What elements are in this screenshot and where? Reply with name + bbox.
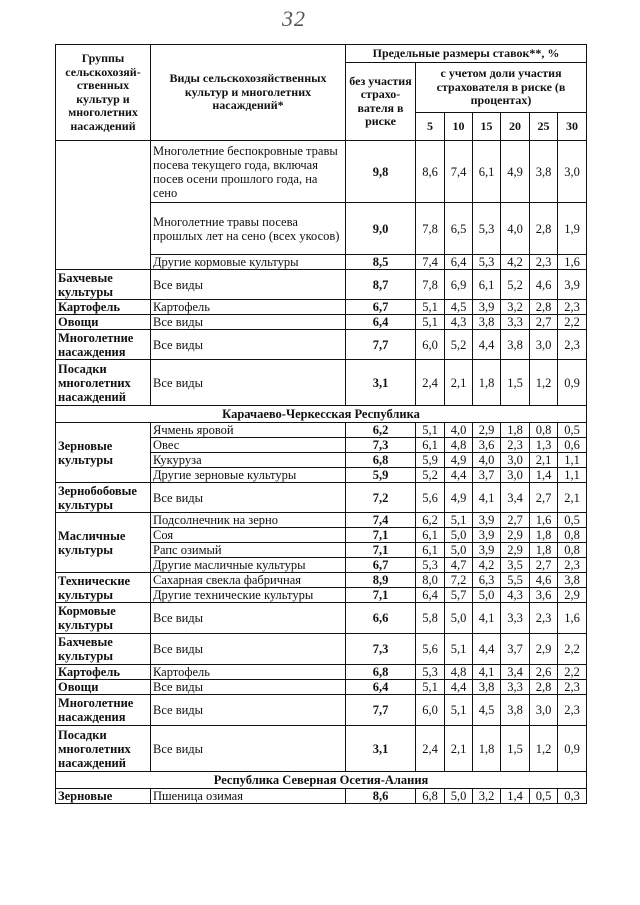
rate-value: 4,4 [473,330,501,360]
crop-cell: Сахарная свекла фабричная [151,573,346,588]
group-cell: Многолетние насаждения [56,330,151,360]
rate-value: 3,9 [473,528,501,543]
rate-value: 5,2 [416,468,445,483]
group-cell: Технические культуры [56,573,151,603]
group-cell: Овощи [56,315,151,330]
rate-value: 2,7 [501,513,530,528]
group-cell: Посадки многолетних насаждений [56,726,151,772]
base-rate: 9,0 [346,203,416,255]
group-cell: Многолетние насаждения [56,695,151,726]
rate-value: 2,6 [530,665,558,680]
crop-cell: Овес [151,438,346,453]
rate-value: 2,3 [558,330,587,360]
rate-value: 5,1 [416,423,445,438]
rate-value: 5,1 [416,300,445,315]
base-rate: 9,8 [346,141,416,203]
table-row [56,695,587,726]
rate-value: 7,4 [445,141,473,203]
rate-value: 1,6 [530,513,558,528]
table-row [56,634,587,665]
crop-cell: Все виды [151,360,346,406]
rate-value: 3,0 [530,695,558,726]
rate-value: 5,7 [445,588,473,603]
rate-value: 6,4 [445,255,473,270]
header-share-20: 20 [501,113,530,141]
table-row [56,483,587,513]
table-row [56,330,587,360]
rate-value: 1,2 [530,360,558,406]
rate-value: 0,5 [558,423,587,438]
crop-cell: Пшеница озимая [151,789,346,804]
rate-value: 4,3 [445,315,473,330]
rate-value: 1,9 [558,203,587,255]
rate-value: 2,1 [558,483,587,513]
base-rate: 6,8 [346,665,416,680]
rate-value: 4,1 [473,665,501,680]
rate-value: 2,9 [501,528,530,543]
rate-value: 7,8 [416,203,445,255]
rate-value: 3,2 [501,300,530,315]
rate-value: 5,0 [473,588,501,603]
rate-value: 4,4 [445,468,473,483]
table-row [56,360,587,406]
group-cell: Масличные культуры [56,513,151,573]
base-rate: 7,1 [346,588,416,603]
header-share-10: 10 [445,113,473,141]
rate-value: 2,7 [530,558,558,573]
table-row [56,315,587,330]
rate-value: 5,1 [445,695,473,726]
rate-value: 3,8 [501,330,530,360]
crop-cell: Многолетние беспокровные травы посева текущего года, включая посев осени прошлого года, на сено [151,141,346,203]
rate-value: 2,4 [416,726,445,772]
rate-value: 4,8 [445,438,473,453]
rate-value: 5,6 [416,634,445,665]
header-share-5: 5 [416,113,445,141]
rate-value: 3,9 [558,270,587,300]
group-cell: Бахчевые культуры [56,270,151,300]
rate-value: 2,9 [558,588,587,603]
rate-value: 1,8 [473,360,501,406]
rate-value: 2,7 [530,315,558,330]
page-number: 32 [282,6,306,31]
base-rate: 8,6 [346,789,416,804]
rate-value: 6,1 [416,543,445,558]
region-title-karachay-cherkessia: Карачаево-Черкесская Республика [56,406,587,423]
crop-cell: Другие кормовые культуры [151,255,346,270]
rate-value: 6,1 [473,141,501,203]
rate-value: 5,0 [445,603,473,634]
rate-value: 3,9 [473,543,501,558]
table-row [56,141,587,203]
crop-cell: Все виды [151,634,346,665]
rate-value: 2,9 [530,634,558,665]
rate-value: 1,6 [558,603,587,634]
rate-value: 3,8 [530,141,558,203]
table-row [56,603,587,634]
group-cell: Зернобобовые культуры [56,483,151,513]
rate-value: 1,2 [530,726,558,772]
rate-value: 3,8 [473,315,501,330]
rate-value: 3,0 [501,453,530,468]
rate-value: 4,4 [473,634,501,665]
base-rate: 7,3 [346,438,416,453]
rate-value: 6,8 [416,789,445,804]
rate-value: 4,9 [445,483,473,513]
crop-cell: Все виды [151,726,346,772]
rate-value: 1,1 [558,468,587,483]
group-cell: Картофель [56,665,151,680]
base-rate: 8,5 [346,255,416,270]
group-cell: Бахчевые культуры [56,634,151,665]
rate-value: 1,8 [530,528,558,543]
base-rate: 6,4 [346,315,416,330]
rate-value: 2,2 [558,665,587,680]
base-rate: 7,7 [346,695,416,726]
base-rate: 6,7 [346,300,416,315]
base-rate: 7,1 [346,528,416,543]
crop-cell: Все виды [151,315,346,330]
rate-value: 5,8 [416,603,445,634]
rate-value: 2,3 [530,255,558,270]
group-cell: Картофель [56,300,151,315]
rate-value: 6,1 [416,528,445,543]
table-row [56,573,587,588]
crop-cell: Все виды [151,680,346,695]
rate-value: 4,9 [445,453,473,468]
group-cell: Овощи [56,680,151,695]
base-rate: 7,2 [346,483,416,513]
crop-cell: Все виды [151,695,346,726]
rate-value: 1,5 [501,726,530,772]
rate-value: 1,6 [558,255,587,270]
rate-value: 3,4 [501,665,530,680]
rate-value: 2,2 [558,315,587,330]
rate-value: 0,8 [558,543,587,558]
rate-value: 0,8 [558,528,587,543]
group-cell-empty [56,141,151,270]
rate-value: 0,9 [558,726,587,772]
rate-value: 6,0 [416,695,445,726]
rate-value: 4,9 [501,141,530,203]
rate-value: 3,3 [501,315,530,330]
rate-value: 3,3 [501,603,530,634]
rate-value: 5,0 [445,543,473,558]
crop-cell: Другие масличные культуры [151,558,346,573]
base-rate: 7,3 [346,634,416,665]
base-rate: 3,1 [346,360,416,406]
crop-cell: Кукуруза [151,453,346,468]
rate-value: 2,7 [530,483,558,513]
rate-value: 3,0 [558,141,587,203]
base-rate: 8,9 [346,573,416,588]
base-rate: 8,7 [346,270,416,300]
rate-value: 2,4 [416,360,445,406]
rate-value: 6,1 [416,438,445,453]
crop-cell: Подсолнечник на зерно [151,513,346,528]
rate-value: 4,3 [501,588,530,603]
table-row [56,680,587,695]
base-rate: 3,1 [346,726,416,772]
rate-value: 2,1 [445,360,473,406]
group-cell: Зерновые [56,789,151,804]
header-crop: Виды сельскохозяйственных культур и многолетних насаждений* [151,45,346,141]
rate-value: 2,3 [558,300,587,315]
rate-value: 5,9 [416,453,445,468]
rate-value: 4,0 [445,423,473,438]
crop-cell: Все виды [151,330,346,360]
rate-value: 5,2 [445,330,473,360]
region-title-north-ossetia: Республика Северная Осетия-Алания [56,772,587,789]
rate-value: 5,1 [445,634,473,665]
rate-value: 4,6 [530,573,558,588]
header-share-30: 30 [558,113,587,141]
rate-value: 4,6 [530,270,558,300]
crop-cell: Многолетние травы посева прошлых лет на сено (всех укосов) [151,203,346,255]
table-row [56,789,587,804]
rate-value: 6,0 [416,330,445,360]
header-limits: Предельные размеры ставок**, % [346,45,587,63]
rate-value: 6,5 [445,203,473,255]
rate-value: 5,1 [416,680,445,695]
rate-value: 4,1 [473,483,501,513]
rate-value: 2,1 [530,453,558,468]
rate-value: 3,6 [473,438,501,453]
crop-cell: Рапс озимый [151,543,346,558]
rate-value: 7,2 [445,573,473,588]
rate-value: 5,3 [473,203,501,255]
crop-cell: Все виды [151,603,346,634]
rate-value: 7,8 [416,270,445,300]
rate-value: 3,7 [473,468,501,483]
rate-value: 1,3 [530,438,558,453]
crop-cell: Все виды [151,483,346,513]
header-with-participation: с учетом доли участия страхователя в риске (в процентах) [416,63,587,113]
rate-value: 2,1 [445,726,473,772]
rate-value: 5,0 [445,789,473,804]
rate-value: 4,0 [473,453,501,468]
rate-value: 3,8 [501,695,530,726]
rate-value: 6,1 [473,270,501,300]
rate-value: 4,0 [501,203,530,255]
rate-value: 3,3 [501,680,530,695]
rate-value: 3,0 [530,330,558,360]
header-group: Группы сельскохозяй-ственных культур и многолетних насаждений [56,45,151,141]
crop-cell: Другие технические культуры [151,588,346,603]
base-rate: 5,9 [346,468,416,483]
rate-value: 5,1 [416,315,445,330]
rate-value: 5,6 [416,483,445,513]
base-rate: 7,7 [346,330,416,360]
rate-value: 5,3 [416,558,445,573]
crop-cell: Соя [151,528,346,543]
rate-value: 8,0 [416,573,445,588]
crop-cell: Картофель [151,300,346,315]
header-share-15: 15 [473,113,501,141]
table-row [56,513,587,528]
rate-value: 5,5 [501,573,530,588]
rate-value: 2,8 [530,300,558,315]
rate-value: 2,3 [530,603,558,634]
rate-value: 4,8 [445,665,473,680]
rate-value: 4,5 [445,300,473,315]
group-cell: Зерновые культуры [56,423,151,483]
rate-value: 2,3 [558,680,587,695]
rate-value: 2,3 [501,438,530,453]
base-rate: 6,6 [346,603,416,634]
rate-value: 0,9 [558,360,587,406]
rate-value: 3,2 [473,789,501,804]
table-body [56,141,587,804]
base-rate: 7,1 [346,543,416,558]
insurance-rates-table [55,44,587,804]
rate-value: 4,7 [445,558,473,573]
rate-value: 1,4 [530,468,558,483]
rate-value: 3,7 [501,634,530,665]
group-cell: Кормовые культуры [56,603,151,634]
rate-value: 2,3 [558,558,587,573]
rate-value: 8,6 [416,141,445,203]
table-row [56,726,587,772]
rate-value: 0,5 [558,513,587,528]
rate-value: 2,8 [530,680,558,695]
rate-value: 6,3 [473,573,501,588]
rate-value: 3,9 [473,300,501,315]
crop-cell: Ячмень яровой [151,423,346,438]
rate-value: 2,8 [530,203,558,255]
rate-value: 1,8 [530,543,558,558]
crop-cell: Другие зерновые культуры [151,468,346,483]
table-row [56,423,587,438]
rate-value: 4,4 [445,680,473,695]
rate-value: 3,0 [501,468,530,483]
region-title-karachay-cherkessia-row [56,406,587,423]
region-title-north-ossetia-row [56,772,587,789]
rate-value: 1,1 [558,453,587,468]
base-rate: 6,2 [346,423,416,438]
rate-value: 2,2 [558,634,587,665]
rate-value: 0,8 [530,423,558,438]
crop-cell: Картофель [151,665,346,680]
rate-value: 1,5 [501,360,530,406]
rate-value: 1,4 [501,789,530,804]
base-rate: 7,4 [346,513,416,528]
rate-value: 7,4 [416,255,445,270]
rate-value: 5,0 [445,528,473,543]
base-rate: 6,4 [346,680,416,695]
table-row [56,665,587,680]
rate-value: 3,4 [501,483,530,513]
header-without-participation: без участия страхо-вателя в риске [346,63,416,141]
rate-value: 3,8 [558,573,587,588]
table-row [56,300,587,315]
rate-value: 3,6 [530,588,558,603]
rate-value: 2,9 [473,423,501,438]
rate-value: 0,5 [530,789,558,804]
rate-value: 1,8 [501,423,530,438]
rate-value: 5,3 [416,665,445,680]
rate-value: 2,3 [558,695,587,726]
rate-value: 6,9 [445,270,473,300]
group-cell: Посадки многолетних насаждений [56,360,151,406]
crop-cell: Все виды [151,270,346,300]
base-rate: 6,7 [346,558,416,573]
rate-value: 5,3 [473,255,501,270]
rate-value: 6,4 [416,588,445,603]
base-rate: 6,8 [346,453,416,468]
rate-value: 4,5 [473,695,501,726]
table-row [56,270,587,300]
rate-value: 5,2 [501,270,530,300]
rate-value: 3,5 [501,558,530,573]
rate-value: 5,1 [445,513,473,528]
rate-value: 0,3 [558,789,587,804]
rate-value: 1,8 [473,726,501,772]
rate-value: 4,1 [473,603,501,634]
rate-value: 6,2 [416,513,445,528]
rate-value: 4,2 [501,255,530,270]
rate-value: 2,9 [501,543,530,558]
rate-value: 0,6 [558,438,587,453]
rate-value: 3,8 [473,680,501,695]
header-share-25: 25 [530,113,558,141]
rate-value: 4,2 [473,558,501,573]
rate-value: 3,9 [473,513,501,528]
